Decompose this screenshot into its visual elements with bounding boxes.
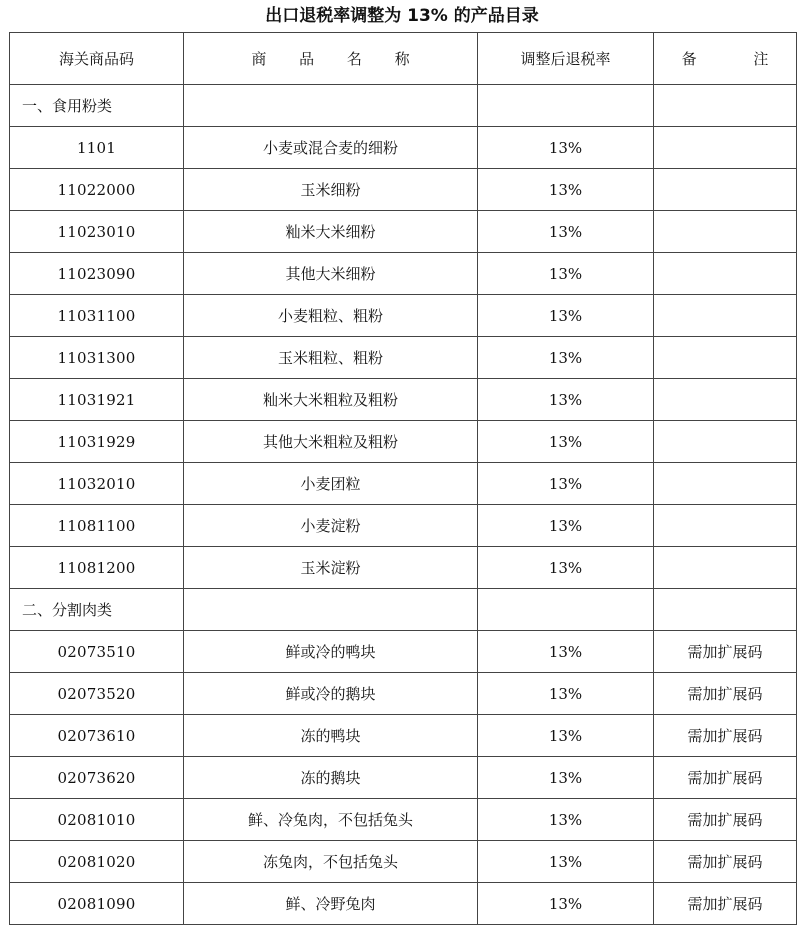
product-name-cell: 鲜或冷的鹅块 (184, 673, 478, 715)
hs-code-cell: 1101 (10, 127, 184, 169)
table-header-row (10, 33, 797, 85)
product-table (9, 32, 797, 925)
section-row (10, 589, 797, 631)
table-body (10, 85, 797, 925)
note-cell: 需加扩展码 (654, 757, 797, 799)
note-cell (654, 127, 797, 169)
rebate-rate-cell: 13% (478, 505, 654, 547)
rebate-rate-cell: 13% (478, 547, 654, 589)
rebate-rate-cell: 13% (478, 715, 654, 757)
section-label: 一、食用粉类 (10, 85, 184, 127)
hs-code-cell: 02073510 (10, 631, 184, 673)
column-header-name: 商 品 名 称 (184, 33, 478, 85)
empty-cell (654, 589, 797, 631)
section-row (10, 85, 797, 127)
product-name-cell: 冻的鸭块 (184, 715, 478, 757)
table-row (10, 127, 797, 169)
hs-code-cell: 11032010 (10, 463, 184, 505)
rebate-rate-cell: 13% (478, 463, 654, 505)
table-row (10, 547, 797, 589)
note-cell (654, 379, 797, 421)
note-cell (654, 463, 797, 505)
page-title: 出口退税率调整为 13% 的产品目录 (265, 6, 539, 26)
hs-code-cell: 02073620 (10, 757, 184, 799)
column-header-code: 海关商品码 (10, 33, 184, 85)
empty-cell (478, 589, 654, 631)
note-cell (654, 547, 797, 589)
note-cell (654, 295, 797, 337)
table-row (10, 715, 797, 757)
note-cell: 需加扩展码 (654, 631, 797, 673)
note-cell (654, 421, 797, 463)
table-row (10, 673, 797, 715)
product-name-cell: 小麦淀粉 (184, 505, 478, 547)
rebate-rate-cell: 13% (478, 421, 654, 463)
note-cell: 需加扩展码 (654, 841, 797, 883)
product-name-cell: 冻兔肉，不包括兔头 (184, 841, 478, 883)
hs-code-cell: 11031300 (10, 337, 184, 379)
rebate-rate-cell: 13% (478, 337, 654, 379)
hs-code-cell: 11031929 (10, 421, 184, 463)
table-row (10, 757, 797, 799)
hs-code-cell: 02081010 (10, 799, 184, 841)
note-cell (654, 211, 797, 253)
hs-code-cell: 11031100 (10, 295, 184, 337)
product-name-cell: 鲜或冷的鸭块 (184, 631, 478, 673)
rebate-rate-cell: 13% (478, 757, 654, 799)
table-row (10, 295, 797, 337)
table-row (10, 253, 797, 295)
rebate-rate-cell: 13% (478, 379, 654, 421)
product-name-cell: 冻的鹅块 (184, 757, 478, 799)
rebate-rate-cell: 13% (478, 295, 654, 337)
table-row (10, 337, 797, 379)
note-cell: 需加扩展码 (654, 799, 797, 841)
hs-code-cell: 11081200 (10, 547, 184, 589)
product-name-cell: 小麦或混合麦的细粉 (184, 127, 478, 169)
note-cell (654, 337, 797, 379)
product-name-cell: 其他大米粗粒及粗粉 (184, 421, 478, 463)
rebate-rate-cell: 13% (478, 127, 654, 169)
note-cell (654, 253, 797, 295)
rebate-rate-cell: 13% (478, 169, 654, 211)
empty-cell (184, 589, 478, 631)
column-header-note: 备 注 (654, 33, 797, 85)
product-name-cell: 玉米淀粉 (184, 547, 478, 589)
hs-code-cell: 11023010 (10, 211, 184, 253)
section-label: 二、分割肉类 (10, 589, 184, 631)
product-name-cell: 小麦粗粒、粗粉 (184, 295, 478, 337)
table-row (10, 505, 797, 547)
hs-code-cell: 02073610 (10, 715, 184, 757)
hs-code-cell: 02081090 (10, 883, 184, 925)
product-name-cell: 玉米粗粒、粗粉 (184, 337, 478, 379)
hs-code-cell: 02073520 (10, 673, 184, 715)
hs-code-cell: 11022000 (10, 169, 184, 211)
table-row (10, 799, 797, 841)
rebate-rate-cell: 13% (478, 799, 654, 841)
table-row (10, 421, 797, 463)
product-name-cell: 籼米大米细粉 (184, 211, 478, 253)
product-name-cell: 玉米细粉 (184, 169, 478, 211)
rebate-rate-cell: 13% (478, 631, 654, 673)
empty-cell (654, 85, 797, 127)
note-cell (654, 169, 797, 211)
product-name-cell: 其他大米细粉 (184, 253, 478, 295)
hs-code-cell: 11023090 (10, 253, 184, 295)
empty-cell (478, 85, 654, 127)
table-row (10, 211, 797, 253)
product-name-cell: 鲜、冷兔肉，不包括兔头 (184, 799, 478, 841)
table-row (10, 379, 797, 421)
table-row (10, 169, 797, 211)
rebate-rate-cell: 13% (478, 211, 654, 253)
rebate-rate-cell: 13% (478, 673, 654, 715)
note-cell: 需加扩展码 (654, 673, 797, 715)
empty-cell (184, 85, 478, 127)
rebate-rate-cell: 13% (478, 253, 654, 295)
hs-code-cell: 11081100 (10, 505, 184, 547)
table-row (10, 463, 797, 505)
table-row (10, 841, 797, 883)
note-cell (654, 505, 797, 547)
hs-code-cell: 11031921 (10, 379, 184, 421)
rebate-rate-cell: 13% (478, 841, 654, 883)
note-cell: 需加扩展码 (654, 883, 797, 925)
note-cell: 需加扩展码 (654, 715, 797, 757)
column-header-rate: 调整后退税率 (478, 33, 654, 85)
product-name-cell: 籼米大米粗粒及粗粉 (184, 379, 478, 421)
hs-code-cell: 02081020 (10, 841, 184, 883)
table-row (10, 883, 797, 925)
product-name-cell: 鲜、冷野兔肉 (184, 883, 478, 925)
table-row (10, 631, 797, 673)
rebate-rate-cell: 13% (478, 883, 654, 925)
product-name-cell: 小麦团粒 (184, 463, 478, 505)
